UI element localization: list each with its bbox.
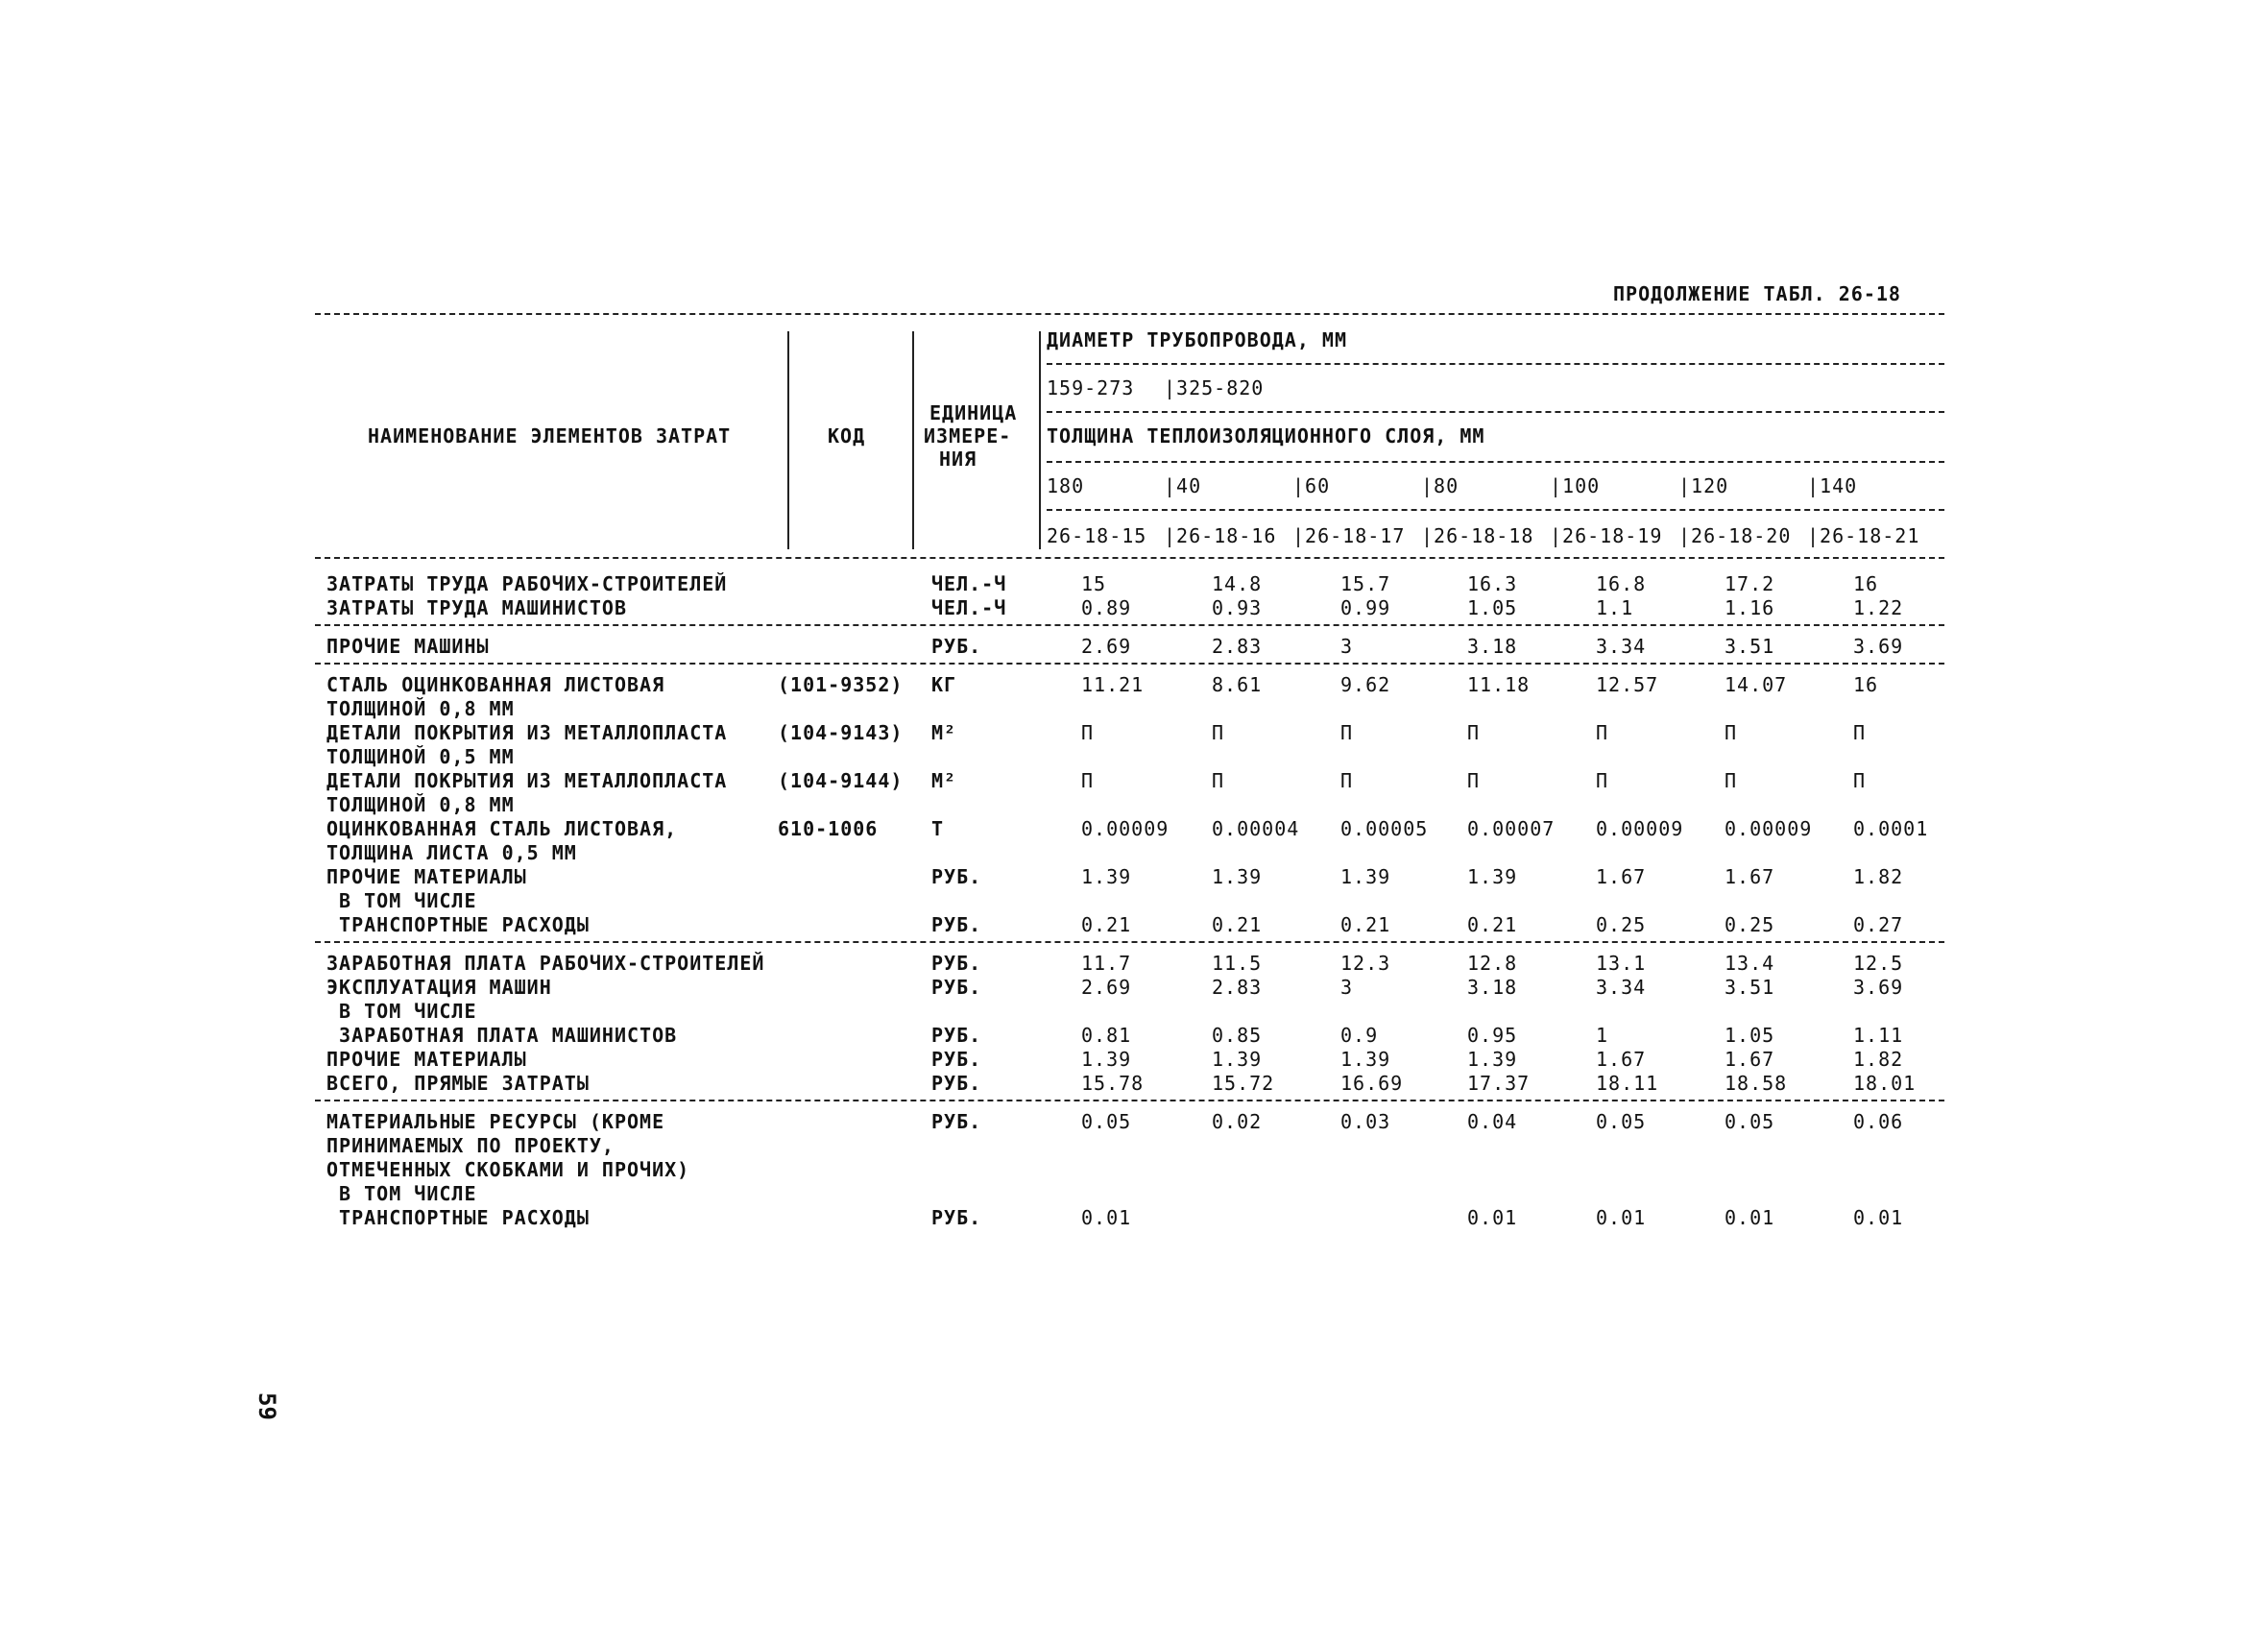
thickness-value: |40 [1164, 474, 1202, 497]
thickness-value: |60 [1292, 474, 1331, 497]
norm-code: 26-18-15 [1047, 524, 1147, 547]
row-value: 3.51 [1725, 976, 1775, 999]
diameter-group: |325-820 [1164, 376, 1265, 399]
row-name: В ТОМ ЧИСЛЕ [326, 889, 477, 912]
diameter-label: ДИАМЕТР ТРУБОПРОВОДА, ММ [1047, 328, 1347, 351]
table-continuation-title: ПРОДОЛЖЕНИЕ ТАБЛ. 26-18 [1613, 282, 1901, 305]
row-value: 0.00004 [1212, 817, 1300, 840]
row-value: 1.39 [1212, 1048, 1263, 1071]
header-bottom-rule [315, 557, 1944, 559]
norm-code: |26-18-21 [1807, 524, 1920, 547]
row-unit: РУБ. [931, 913, 982, 936]
row-value: 0.05 [1081, 1110, 1132, 1133]
row-value: 15.7 [1340, 572, 1391, 595]
norm-code: |26-18-19 [1550, 524, 1663, 547]
row-name: ТОЛЩИНОЙ 0,8 ММ [326, 697, 515, 720]
row-name: ТРАНСПОРТНЫЕ РАСХОДЫ [326, 913, 590, 936]
row-name: ЭКСПЛУАТАЦИЯ МАШИН [326, 976, 552, 999]
row-unit: РУБ. [931, 1024, 982, 1047]
row-value: 1.39 [1212, 865, 1263, 888]
row-value: 0.21 [1467, 913, 1518, 936]
row-value: 16.3 [1467, 572, 1518, 595]
row-unit: ЧЕЛ.-Ч [931, 596, 1007, 619]
row-name: ЗАРАБОТНАЯ ПЛАТА РАБОЧИХ-СТРОИТЕЛЕЙ [326, 952, 765, 975]
row-unit: РУБ. [931, 1206, 982, 1229]
row-value: П [1596, 769, 1609, 792]
row-value: П [1467, 721, 1481, 744]
row-value: 16 [1853, 572, 1879, 595]
row-unit: РУБ. [931, 976, 982, 999]
row-unit: М² [931, 769, 957, 792]
row-value: 0.25 [1596, 913, 1647, 936]
row-name: ПРОЧИЕ МАТЕРИАЛЫ [326, 865, 527, 888]
row-value: 3 [1340, 635, 1354, 658]
row-value: 0.00009 [1596, 817, 1684, 840]
row-value: П [1725, 769, 1738, 792]
row-value: 3 [1340, 976, 1354, 999]
header-top-rule [315, 313, 1944, 315]
row-name: ВСЕГО, ПРЯМЫЕ ЗАТРАТЫ [326, 1072, 590, 1095]
row-value: 0.01 [1467, 1206, 1518, 1229]
row-value: 3.69 [1853, 635, 1904, 658]
column-header-name: НАИМЕНОВАНИЕ ЭЛЕМЕНТОВ ЗАТРАТ [368, 424, 732, 448]
row-value: 2.69 [1081, 635, 1132, 658]
row-value: 2.83 [1212, 976, 1263, 999]
row-value: 2.83 [1212, 635, 1263, 658]
row-unit: РУБ. [931, 1072, 982, 1095]
row-value: 0.00009 [1081, 817, 1170, 840]
row-value: 1.11 [1853, 1024, 1904, 1047]
row-value: 14.8 [1212, 572, 1263, 595]
row-value: П [1853, 721, 1867, 744]
row-value: 3.18 [1467, 635, 1518, 658]
column-header-code: КОД [828, 424, 866, 448]
row-value: П [1467, 769, 1481, 792]
row-unit: РУБ. [931, 1048, 982, 1071]
row-unit: КГ [931, 673, 957, 696]
header-rule [1047, 411, 1944, 413]
row-name: ОТМЕЧЕННЫХ СКОБКАМИ И ПРОЧИХ) [326, 1158, 690, 1181]
row-value: 1.39 [1081, 865, 1132, 888]
row-value: 3.34 [1596, 635, 1647, 658]
row-value: 16 [1853, 673, 1879, 696]
row-name: ПРИНИМАЕМЫХ ПО ПРОЕКТУ, [326, 1134, 615, 1157]
row-name: ДЕТАЛИ ПОКРЫТИЯ ИЗ МЕТАЛЛОПЛАСТА [326, 721, 728, 744]
row-name: ТОЛЩИНА ЛИСТА 0,5 ММ [326, 841, 577, 864]
row-value: 0.93 [1212, 596, 1263, 619]
row-value: 13.1 [1596, 952, 1647, 975]
row-value: 2.69 [1081, 976, 1132, 999]
row-value: 9.62 [1340, 673, 1391, 696]
row-name: ЗАРАБОТНАЯ ПЛАТА МАШИНИСТОВ [326, 1024, 678, 1047]
row-value: 0.21 [1340, 913, 1391, 936]
row-value: 13.4 [1725, 952, 1775, 975]
thickness-value: 180 [1047, 474, 1085, 497]
row-value: 0.00005 [1340, 817, 1429, 840]
row-name: ЗАТРАТЫ ТРУДА РАБОЧИХ-СТРОИТЕЛЕЙ [326, 572, 728, 595]
row-value: 0.85 [1212, 1024, 1263, 1047]
row-value: 0.21 [1212, 913, 1263, 936]
row-value: 17.2 [1725, 572, 1775, 595]
row-value: П [1081, 769, 1095, 792]
section-rule [315, 941, 1944, 943]
row-value: П [1596, 721, 1609, 744]
row-value: 16.8 [1596, 572, 1647, 595]
row-value: 0.0001 [1853, 817, 1929, 840]
thickness-value: |120 [1678, 474, 1729, 497]
column-header-unit: ИЗМЕРЕ- [924, 424, 1012, 448]
row-value: 0.99 [1340, 596, 1391, 619]
row-value: 12.3 [1340, 952, 1391, 975]
row-value: 0.81 [1081, 1024, 1132, 1047]
row-unit: РУБ. [931, 865, 982, 888]
row-unit: РУБ. [931, 635, 982, 658]
row-value: 0.01 [1853, 1206, 1904, 1229]
row-value: 1.39 [1081, 1048, 1132, 1071]
row-value: 0.02 [1212, 1110, 1263, 1133]
row-name: ДЕТАЛИ ПОКРЫТИЯ ИЗ МЕТАЛЛОПЛАСТА [326, 769, 728, 792]
norm-code: |26-18-18 [1421, 524, 1534, 547]
row-value: 0.01 [1081, 1206, 1132, 1229]
row-value: 15.78 [1081, 1072, 1145, 1095]
row-name: ТОЛЩИНОЙ 0,8 ММ [326, 793, 515, 816]
row-code: (104-9143) [778, 721, 904, 744]
row-value: П [1340, 721, 1354, 744]
row-value: 12.5 [1853, 952, 1904, 975]
row-code: 610-1006 [778, 817, 879, 840]
row-value: 1 [1596, 1024, 1609, 1047]
row-value: 1.05 [1725, 1024, 1775, 1047]
row-value: 0.01 [1725, 1206, 1775, 1229]
thickness-label: ТОЛЩИНА ТЕПЛОИЗОЛЯЦИОННОГО СЛОЯ, ММ [1047, 424, 1485, 448]
row-value: 0.06 [1853, 1110, 1904, 1133]
row-value: 11.18 [1467, 673, 1531, 696]
row-name: ЗАТРАТЫ ТРУДА МАШИНИСТОВ [326, 596, 627, 619]
row-value: 1.67 [1725, 1048, 1775, 1071]
row-value: П [1212, 769, 1225, 792]
row-value: П [1853, 769, 1867, 792]
row-unit: М² [931, 721, 957, 744]
row-value: П [1725, 721, 1738, 744]
row-value: 0.01 [1596, 1206, 1647, 1229]
row-value: 12.8 [1467, 952, 1518, 975]
row-name: В ТОМ ЧИСЛЕ [326, 1000, 477, 1023]
row-value: 3.51 [1725, 635, 1775, 658]
row-value: 15.72 [1212, 1072, 1275, 1095]
row-value: 0.25 [1725, 913, 1775, 936]
row-value: П [1212, 721, 1225, 744]
row-unit: Т [931, 817, 945, 840]
row-value: 11.21 [1081, 673, 1145, 696]
row-name: ТОЛЩИНОЙ 0,5 ММ [326, 745, 515, 768]
row-value: 14.07 [1725, 673, 1788, 696]
row-value: 1.39 [1340, 865, 1391, 888]
norm-code: |26-18-16 [1164, 524, 1277, 547]
row-value: 15 [1081, 572, 1107, 595]
thickness-value: |100 [1550, 474, 1601, 497]
norm-code: |26-18-20 [1678, 524, 1792, 547]
row-value: П [1340, 769, 1354, 792]
row-value: 17.37 [1467, 1072, 1531, 1095]
row-value: 11.7 [1081, 952, 1132, 975]
norm-code: |26-18-17 [1292, 524, 1406, 547]
row-name: ПРОЧИЕ МАТЕРИАЛЫ [326, 1048, 527, 1071]
row-value: 0.27 [1853, 913, 1904, 936]
thickness-value: |140 [1807, 474, 1858, 497]
row-value: 18.01 [1853, 1072, 1917, 1095]
row-value: 1.82 [1853, 865, 1904, 888]
row-value: 0.04 [1467, 1110, 1518, 1133]
row-name: ПРОЧИЕ МАШИНЫ [326, 635, 490, 658]
row-code: (101-9352) [778, 673, 904, 696]
row-value: 0.95 [1467, 1024, 1518, 1047]
row-value: 0.05 [1596, 1110, 1647, 1133]
row-name: МАТЕРИАЛЬНЫЕ РЕСУРСЫ (КРОМЕ [326, 1110, 665, 1133]
section-rule [315, 663, 1944, 665]
diameter-group: 159-273 [1047, 376, 1135, 399]
row-value: 0.05 [1725, 1110, 1775, 1133]
row-value: 8.61 [1212, 673, 1263, 696]
thickness-value: |80 [1421, 474, 1460, 497]
row-value: 1.1 [1596, 596, 1634, 619]
row-name: ОЦИНКОВАННАЯ СТАЛЬ ЛИСТОВАЯ, [326, 817, 678, 840]
header-rule [1047, 509, 1944, 511]
row-unit: РУБ. [931, 1110, 982, 1133]
row-unit: РУБ. [931, 952, 982, 975]
row-value: 1.05 [1467, 596, 1518, 619]
row-value: 1.22 [1853, 596, 1904, 619]
row-name: В ТОМ ЧИСЛЕ [326, 1182, 477, 1205]
row-value: 1.67 [1725, 865, 1775, 888]
row-value: 1.39 [1467, 1048, 1518, 1071]
row-unit: ЧЕЛ.-Ч [931, 572, 1007, 595]
row-value: 0.89 [1081, 596, 1132, 619]
row-value: 1.67 [1596, 865, 1647, 888]
row-value: 1.39 [1467, 865, 1518, 888]
column-separator [912, 331, 914, 549]
row-value: 3.18 [1467, 976, 1518, 999]
row-code: (104-9144) [778, 769, 904, 792]
column-header-unit: ЕДИНИЦА [929, 401, 1018, 424]
row-value: 0.03 [1340, 1110, 1391, 1133]
column-header-unit: НИЯ [939, 448, 977, 471]
section-rule [315, 624, 1944, 626]
row-name: СТАЛЬ ОЦИНКОВАННАЯ ЛИСТОВАЯ [326, 673, 665, 696]
header-rule [1047, 363, 1944, 365]
row-value: 0.00009 [1725, 817, 1813, 840]
section-rule [315, 1100, 1944, 1101]
row-value: 12.57 [1596, 673, 1659, 696]
column-separator [787, 331, 789, 549]
row-value: 0.9 [1340, 1024, 1379, 1047]
row-value: 16.69 [1340, 1072, 1404, 1095]
header-rule [1047, 461, 1944, 463]
row-value: 18.58 [1725, 1072, 1788, 1095]
column-separator [1039, 331, 1041, 549]
row-value: 0.21 [1081, 913, 1132, 936]
row-value: 1.82 [1853, 1048, 1904, 1071]
page-number: 59 [253, 1392, 280, 1420]
row-value: 1.16 [1725, 596, 1775, 619]
row-value: П [1081, 721, 1095, 744]
row-value: 3.34 [1596, 976, 1647, 999]
row-value: 11.5 [1212, 952, 1263, 975]
row-name: ТРАНСПОРТНЫЕ РАСХОДЫ [326, 1206, 590, 1229]
row-value: 1.39 [1340, 1048, 1391, 1071]
row-value: 0.00007 [1467, 817, 1556, 840]
row-value: 3.69 [1853, 976, 1904, 999]
row-value: 18.11 [1596, 1072, 1659, 1095]
row-value: 1.67 [1596, 1048, 1647, 1071]
